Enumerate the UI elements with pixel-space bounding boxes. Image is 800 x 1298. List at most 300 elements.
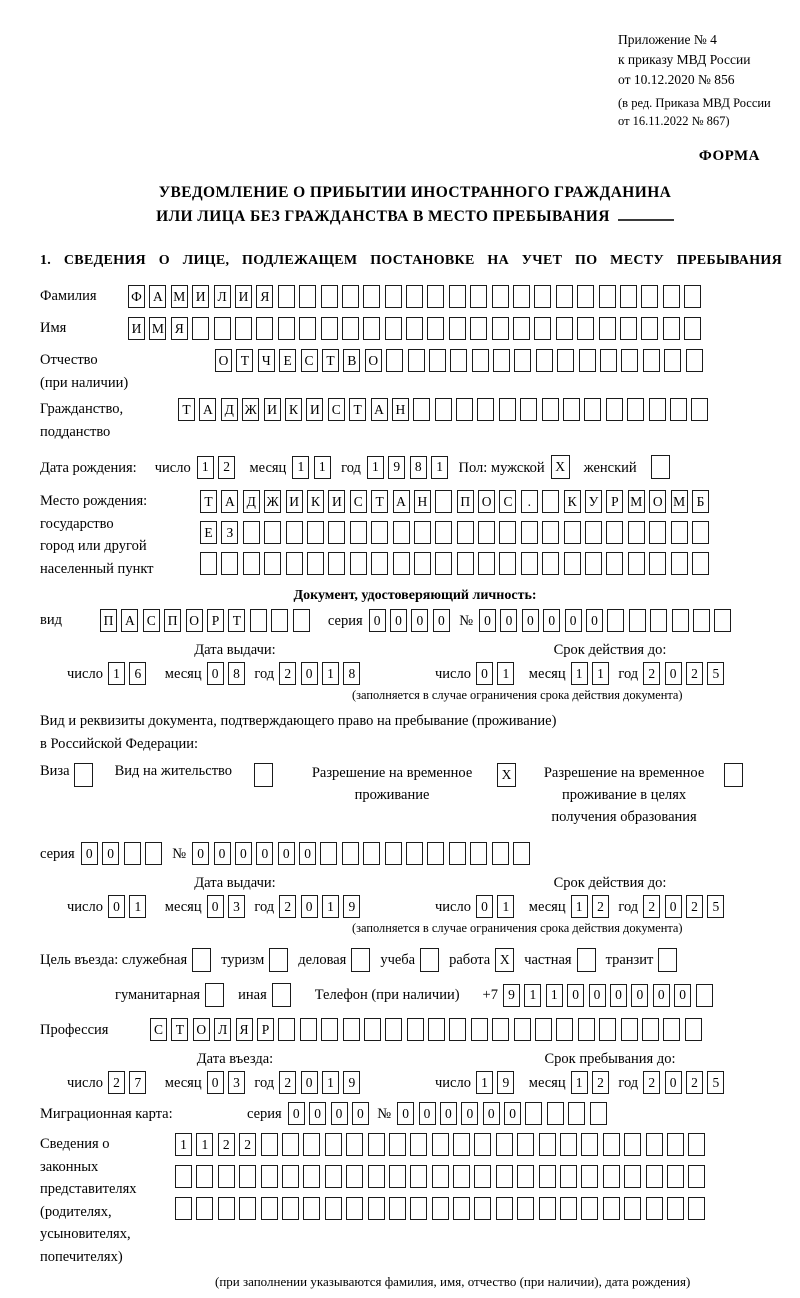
char-cell[interactable]	[641, 317, 658, 340]
char-cell[interactable]	[282, 1165, 299, 1188]
char-cell[interactable]: О	[478, 490, 495, 513]
char-cell[interactable]: 2	[643, 662, 660, 685]
char-cell[interactable]: О	[649, 490, 666, 513]
char-cell[interactable]: 2	[592, 1071, 609, 1094]
char-cell[interactable]	[214, 317, 231, 340]
char-cell[interactable]	[350, 521, 367, 544]
char-cell[interactable]: А	[199, 398, 216, 421]
char-cell[interactable]	[557, 349, 574, 372]
char-cell[interactable]	[685, 1018, 702, 1041]
char-cell[interactable]	[577, 285, 594, 308]
char-cell[interactable]	[692, 552, 709, 575]
char-cell[interactable]	[385, 842, 402, 865]
char-cell[interactable]: 0	[440, 1102, 457, 1125]
char-cell[interactable]: Т	[228, 609, 245, 632]
char-cell[interactable]	[599, 285, 616, 308]
char-cell[interactable]	[492, 317, 509, 340]
char-cell[interactable]	[649, 521, 666, 544]
char-cell[interactable]	[218, 1165, 235, 1188]
char-cell[interactable]: 2	[218, 1133, 235, 1156]
char-cell[interactable]	[342, 285, 359, 308]
char-cell[interactable]	[389, 1197, 406, 1220]
char-cell[interactable]	[688, 1133, 705, 1156]
char-cell[interactable]: 0	[476, 895, 493, 918]
char-cell[interactable]	[581, 1197, 598, 1220]
char-cell[interactable]	[606, 521, 623, 544]
char-cell[interactable]: 0	[653, 984, 670, 1007]
char-cell[interactable]	[432, 1165, 449, 1188]
char-cell[interactable]: 2	[279, 1071, 296, 1094]
char-cell[interactable]	[671, 552, 688, 575]
char-cell[interactable]	[496, 1133, 513, 1156]
char-cell[interactable]	[492, 285, 509, 308]
char-cell[interactable]	[261, 1197, 278, 1220]
char-cell[interactable]: 1	[292, 456, 309, 479]
char-cell[interactable]	[667, 1197, 684, 1220]
char-cell[interactable]: 9	[343, 1071, 360, 1094]
char-cell[interactable]	[692, 521, 709, 544]
char-cell[interactable]	[693, 609, 710, 632]
char-cell[interactable]	[646, 1133, 663, 1156]
char-cell[interactable]	[435, 521, 452, 544]
char-cell[interactable]	[478, 552, 495, 575]
char-cell[interactable]: И	[264, 398, 281, 421]
char-cell[interactable]	[517, 1197, 534, 1220]
char-cell[interactable]: 1	[322, 1071, 339, 1094]
char-cell[interactable]	[714, 609, 731, 632]
char-cell[interactable]: 0	[256, 842, 273, 865]
char-cell[interactable]	[218, 1197, 235, 1220]
char-cell[interactable]	[521, 521, 538, 544]
char-cell[interactable]	[542, 521, 559, 544]
char-cell[interactable]	[200, 552, 217, 575]
char-cell[interactable]	[453, 1133, 470, 1156]
char-cell[interactable]	[282, 1197, 299, 1220]
char-cell[interactable]	[264, 552, 281, 575]
char-cell[interactable]: 2	[239, 1133, 256, 1156]
char-cell[interactable]: Я	[236, 1018, 253, 1041]
char-cell[interactable]	[564, 552, 581, 575]
char-cell[interactable]	[406, 285, 423, 308]
char-cell[interactable]	[542, 552, 559, 575]
char-cell[interactable]: 0	[288, 1102, 305, 1125]
char-cell[interactable]: 1	[476, 1071, 493, 1094]
char-cell[interactable]: С	[328, 398, 345, 421]
char-cell[interactable]	[385, 1018, 402, 1041]
char-cell[interactable]: Т	[236, 349, 253, 372]
char-cell[interactable]	[386, 349, 403, 372]
char-cell[interactable]: 8	[343, 662, 360, 685]
char-cell[interactable]	[196, 1165, 213, 1188]
char-cell[interactable]	[449, 842, 466, 865]
char-cell[interactable]: 0	[461, 1102, 478, 1125]
char-cell[interactable]	[539, 1165, 556, 1188]
char-cell[interactable]	[627, 398, 644, 421]
char-cell[interactable]: 0	[419, 1102, 436, 1125]
char-cell[interactable]	[342, 842, 359, 865]
char-cell[interactable]: 1	[322, 895, 339, 918]
char-cell[interactable]: 8	[410, 456, 427, 479]
char-cell[interactable]	[621, 349, 638, 372]
char-cell[interactable]	[368, 1165, 385, 1188]
purpose-study-checkbox[interactable]	[420, 948, 439, 972]
char-cell[interactable]: 1	[314, 456, 331, 479]
char-cell[interactable]: 2	[643, 1071, 660, 1094]
char-cell[interactable]	[499, 552, 516, 575]
char-cell[interactable]	[320, 842, 337, 865]
char-cell[interactable]: 0	[301, 895, 318, 918]
char-cell[interactable]	[641, 285, 658, 308]
char-cell[interactable]	[649, 552, 666, 575]
char-cell[interactable]: 2	[686, 1071, 703, 1094]
char-cell[interactable]	[427, 285, 444, 308]
char-cell[interactable]	[472, 349, 489, 372]
char-cell[interactable]: 0	[483, 1102, 500, 1125]
char-cell[interactable]	[321, 285, 338, 308]
char-cell[interactable]	[684, 285, 701, 308]
char-cell[interactable]: 9	[388, 456, 405, 479]
char-cell[interactable]	[321, 1018, 338, 1041]
char-cell[interactable]: П	[457, 490, 474, 513]
char-cell[interactable]	[620, 285, 637, 308]
char-cell[interactable]: 0	[543, 609, 560, 632]
char-cell[interactable]: 0	[411, 609, 428, 632]
char-cell[interactable]	[642, 1018, 659, 1041]
char-cell[interactable]: М	[149, 317, 166, 340]
char-cell[interactable]: 1	[592, 662, 609, 685]
char-cell[interactable]: 1	[571, 662, 588, 685]
char-cell[interactable]: Т	[349, 398, 366, 421]
char-cell[interactable]: 9	[497, 1071, 514, 1094]
char-cell[interactable]: 9	[503, 984, 520, 1007]
char-cell[interactable]	[663, 317, 680, 340]
char-cell[interactable]	[650, 609, 667, 632]
char-cell[interactable]	[435, 552, 452, 575]
char-cell[interactable]: И	[286, 490, 303, 513]
char-cell[interactable]	[535, 1018, 552, 1041]
char-cell[interactable]	[585, 552, 602, 575]
char-cell[interactable]: 0	[214, 842, 231, 865]
char-cell[interactable]	[239, 1165, 256, 1188]
char-cell[interactable]	[477, 398, 494, 421]
char-cell[interactable]	[671, 521, 688, 544]
char-cell[interactable]: 0	[397, 1102, 414, 1125]
char-cell[interactable]: Ф	[128, 285, 145, 308]
char-cell[interactable]: 0	[299, 842, 316, 865]
char-cell[interactable]: С	[301, 349, 318, 372]
char-cell[interactable]	[621, 1018, 638, 1041]
char-cell[interactable]	[303, 1197, 320, 1220]
char-cell[interactable]: С	[150, 1018, 167, 1041]
char-cell[interactable]	[363, 285, 380, 308]
char-cell[interactable]	[686, 349, 703, 372]
char-cell[interactable]: И	[235, 285, 252, 308]
purpose-humanitarian-checkbox[interactable]	[205, 983, 224, 1007]
char-cell[interactable]	[590, 1102, 607, 1125]
char-cell[interactable]	[536, 349, 553, 372]
char-cell[interactable]	[667, 1133, 684, 1156]
char-cell[interactable]: 2	[686, 662, 703, 685]
char-cell[interactable]	[599, 1018, 616, 1041]
char-cell[interactable]: О	[215, 349, 232, 372]
char-cell[interactable]: И	[328, 490, 345, 513]
char-cell[interactable]	[542, 398, 559, 421]
char-cell[interactable]	[474, 1197, 491, 1220]
purpose-private-checkbox[interactable]	[577, 948, 596, 972]
char-cell[interactable]	[629, 609, 646, 632]
char-cell[interactable]: Е	[279, 349, 296, 372]
char-cell[interactable]	[321, 317, 338, 340]
char-cell[interactable]: Т	[200, 490, 217, 513]
char-cell[interactable]	[603, 1133, 620, 1156]
char-cell[interactable]	[410, 1197, 427, 1220]
char-cell[interactable]	[350, 552, 367, 575]
char-cell[interactable]: 0	[81, 842, 98, 865]
char-cell[interactable]	[578, 1018, 595, 1041]
char-cell[interactable]	[175, 1165, 192, 1188]
char-cell[interactable]	[547, 1102, 564, 1125]
char-cell[interactable]	[256, 317, 273, 340]
purpose-transit-checkbox[interactable]	[658, 948, 677, 972]
char-cell[interactable]	[221, 552, 238, 575]
char-cell[interactable]: 0	[278, 842, 295, 865]
char-cell[interactable]	[560, 1165, 577, 1188]
char-cell[interactable]	[499, 521, 516, 544]
residence-permit-checkbox[interactable]	[254, 763, 273, 787]
char-cell[interactable]	[581, 1133, 598, 1156]
char-cell[interactable]: Я	[256, 285, 273, 308]
char-cell[interactable]	[542, 490, 559, 513]
char-cell[interactable]	[517, 1133, 534, 1156]
char-cell[interactable]: 0	[207, 1071, 224, 1094]
char-cell[interactable]	[563, 398, 580, 421]
char-cell[interactable]: 1	[524, 984, 541, 1007]
char-cell[interactable]	[517, 1165, 534, 1188]
char-cell[interactable]	[303, 1133, 320, 1156]
char-cell[interactable]: П	[100, 609, 117, 632]
char-cell[interactable]: 6	[129, 662, 146, 685]
char-cell[interactable]	[691, 398, 708, 421]
char-cell[interactable]	[346, 1165, 363, 1188]
char-cell[interactable]: 0	[331, 1102, 348, 1125]
char-cell[interactable]: У	[585, 490, 602, 513]
char-cell[interactable]: К	[285, 398, 302, 421]
char-cell[interactable]: Ч	[258, 349, 275, 372]
visa-checkbox[interactable]	[74, 763, 93, 787]
char-cell[interactable]: 0	[476, 662, 493, 685]
char-cell[interactable]: 1	[367, 456, 384, 479]
char-cell[interactable]	[560, 1197, 577, 1220]
char-cell[interactable]	[584, 398, 601, 421]
char-cell[interactable]: 2	[218, 456, 235, 479]
char-cell[interactable]	[646, 1197, 663, 1220]
char-cell[interactable]	[667, 1165, 684, 1188]
char-cell[interactable]	[496, 1197, 513, 1220]
char-cell[interactable]: 0	[500, 609, 517, 632]
char-cell[interactable]	[435, 490, 452, 513]
char-cell[interactable]: 0	[565, 609, 582, 632]
char-cell[interactable]	[603, 1165, 620, 1188]
char-cell[interactable]	[363, 317, 380, 340]
char-cell[interactable]	[307, 552, 324, 575]
char-cell[interactable]	[599, 317, 616, 340]
char-cell[interactable]	[606, 552, 623, 575]
char-cell[interactable]	[406, 317, 423, 340]
char-cell[interactable]	[688, 1197, 705, 1220]
char-cell[interactable]	[607, 609, 624, 632]
char-cell[interactable]: 2	[279, 662, 296, 685]
char-cell[interactable]	[470, 285, 487, 308]
temp-edu-checkbox[interactable]	[724, 763, 743, 787]
char-cell[interactable]: Б	[692, 490, 709, 513]
char-cell[interactable]: К	[307, 490, 324, 513]
char-cell[interactable]	[471, 1018, 488, 1041]
char-cell[interactable]: 0	[631, 984, 648, 1007]
char-cell[interactable]	[271, 609, 288, 632]
char-cell[interactable]	[286, 552, 303, 575]
char-cell[interactable]	[520, 398, 537, 421]
char-cell[interactable]	[408, 349, 425, 372]
sex-female-checkbox[interactable]	[651, 455, 670, 479]
char-cell[interactable]: 0	[674, 984, 691, 1007]
char-cell[interactable]	[457, 552, 474, 575]
char-cell[interactable]	[278, 285, 295, 308]
char-cell[interactable]	[470, 317, 487, 340]
sex-male-checkbox[interactable]: X	[551, 455, 570, 479]
char-cell[interactable]	[328, 552, 345, 575]
char-cell[interactable]	[688, 1165, 705, 1188]
char-cell[interactable]: 2	[279, 895, 296, 918]
char-cell[interactable]	[453, 1165, 470, 1188]
char-cell[interactable]	[371, 521, 388, 544]
char-cell[interactable]: Д	[221, 398, 238, 421]
char-cell[interactable]	[145, 842, 162, 865]
char-cell[interactable]: 1	[431, 456, 448, 479]
char-cell[interactable]: С	[143, 609, 160, 632]
char-cell[interactable]	[414, 552, 431, 575]
char-cell[interactable]	[250, 609, 267, 632]
char-cell[interactable]	[363, 842, 380, 865]
char-cell[interactable]	[474, 1165, 491, 1188]
char-cell[interactable]	[453, 1197, 470, 1220]
char-cell[interactable]: Т	[371, 490, 388, 513]
char-cell[interactable]	[521, 552, 538, 575]
char-cell[interactable]	[449, 1018, 466, 1041]
char-cell[interactable]	[493, 349, 510, 372]
char-cell[interactable]: В	[343, 349, 360, 372]
char-cell[interactable]	[492, 1018, 509, 1041]
char-cell[interactable]: 5	[707, 662, 724, 685]
char-cell[interactable]	[435, 398, 452, 421]
char-cell[interactable]: 0	[504, 1102, 521, 1125]
char-cell[interactable]	[293, 609, 310, 632]
char-cell[interactable]	[649, 398, 666, 421]
char-cell[interactable]: 0	[301, 1071, 318, 1094]
char-cell[interactable]	[456, 398, 473, 421]
char-cell[interactable]	[624, 1133, 641, 1156]
char-cell[interactable]: 7	[129, 1071, 146, 1094]
char-cell[interactable]: 0	[522, 609, 539, 632]
char-cell[interactable]	[663, 285, 680, 308]
char-cell[interactable]: 0	[665, 1071, 682, 1094]
char-cell[interactable]	[342, 317, 359, 340]
char-cell[interactable]: Т	[322, 349, 339, 372]
char-cell[interactable]: 1	[129, 895, 146, 918]
purpose-tourism-checkbox[interactable]	[269, 948, 288, 972]
char-cell[interactable]: О	[186, 609, 203, 632]
char-cell[interactable]	[413, 398, 430, 421]
char-cell[interactable]: А	[221, 490, 238, 513]
char-cell[interactable]	[278, 317, 295, 340]
char-cell[interactable]: 0	[192, 842, 209, 865]
char-cell[interactable]	[286, 521, 303, 544]
char-cell[interactable]: О	[193, 1018, 210, 1041]
char-cell[interactable]	[192, 317, 209, 340]
char-cell[interactable]: А	[149, 285, 166, 308]
char-cell[interactable]	[264, 521, 281, 544]
char-cell[interactable]: 0	[207, 662, 224, 685]
char-cell[interactable]: М	[171, 285, 188, 308]
char-cell[interactable]: 2	[643, 895, 660, 918]
char-cell[interactable]	[585, 521, 602, 544]
char-cell[interactable]	[568, 1102, 585, 1125]
char-cell[interactable]	[539, 1133, 556, 1156]
char-cell[interactable]: И	[192, 285, 209, 308]
char-cell[interactable]	[175, 1197, 192, 1220]
char-cell[interactable]	[556, 1018, 573, 1041]
char-cell[interactable]	[672, 609, 689, 632]
char-cell[interactable]	[282, 1133, 299, 1156]
char-cell[interactable]	[684, 317, 701, 340]
char-cell[interactable]	[670, 398, 687, 421]
char-cell[interactable]	[556, 285, 573, 308]
char-cell[interactable]	[579, 349, 596, 372]
char-cell[interactable]	[499, 398, 516, 421]
char-cell[interactable]: 5	[707, 895, 724, 918]
purpose-work-checkbox[interactable]: X	[495, 948, 514, 972]
char-cell[interactable]	[457, 521, 474, 544]
char-cell[interactable]: Д	[243, 490, 260, 513]
char-cell[interactable]	[343, 1018, 360, 1041]
char-cell[interactable]: М	[628, 490, 645, 513]
char-cell[interactable]	[620, 317, 637, 340]
char-cell[interactable]	[628, 521, 645, 544]
char-cell[interactable]: О	[365, 349, 382, 372]
char-cell[interactable]: 0	[352, 1102, 369, 1125]
char-cell[interactable]: Л	[214, 285, 231, 308]
char-cell[interactable]: 0	[235, 842, 252, 865]
char-cell[interactable]	[261, 1133, 278, 1156]
char-cell[interactable]: А	[393, 490, 410, 513]
char-cell[interactable]	[534, 317, 551, 340]
char-cell[interactable]	[428, 1018, 445, 1041]
char-cell[interactable]	[696, 984, 713, 1007]
char-cell[interactable]	[325, 1197, 342, 1220]
purpose-business-checkbox[interactable]	[351, 948, 370, 972]
char-cell[interactable]	[410, 1165, 427, 1188]
char-cell[interactable]	[474, 1133, 491, 1156]
char-cell[interactable]: 0	[369, 609, 386, 632]
char-cell[interactable]: 1	[196, 1133, 213, 1156]
char-cell[interactable]	[389, 1165, 406, 1188]
char-cell[interactable]	[407, 1018, 424, 1041]
char-cell[interactable]	[556, 317, 573, 340]
char-cell[interactable]	[346, 1133, 363, 1156]
char-cell[interactable]	[371, 552, 388, 575]
char-cell[interactable]: 0	[108, 895, 125, 918]
char-cell[interactable]: И	[306, 398, 323, 421]
char-cell[interactable]: 3	[228, 895, 245, 918]
